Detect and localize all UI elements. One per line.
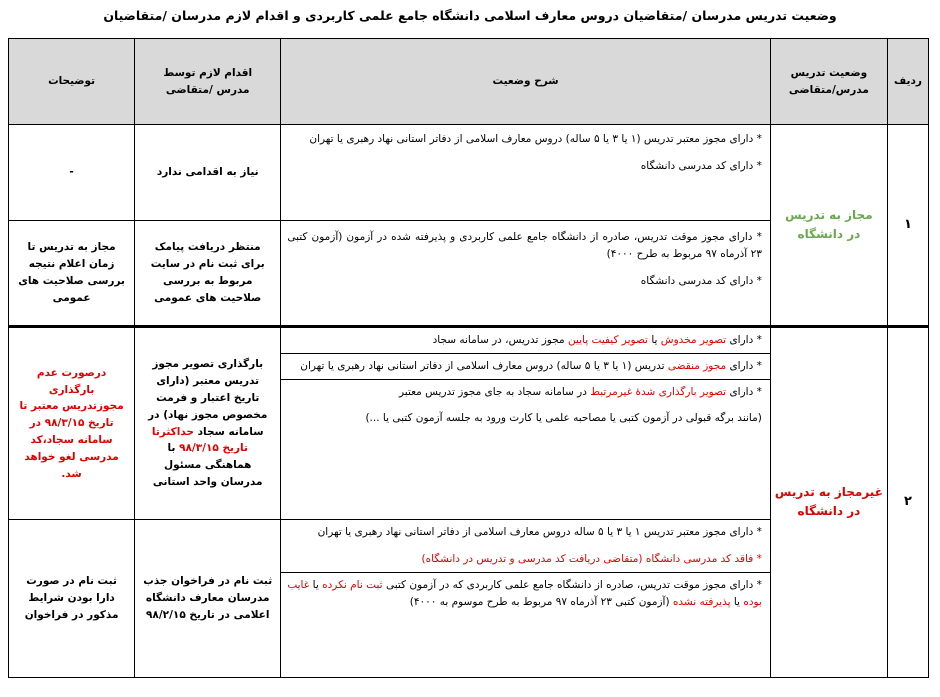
row-number: ۱ [887,125,928,326]
note-cell: ثبت نام در صورت دارا بودن شرایط مذکور در فراخوان [9,520,135,678]
action-cell: بارگذاری تصویر مجوز تدریس معتبر (دارای تاریخ اعتبار و فرمت مخصوص مجوز نهاد) در سامانه سجاد حداکثرتا تاریخ ۹۸/۳/۱۵ با هماهنگی مسئول مدرسان واحد استانی [135,326,281,519]
description-cell [281,221,771,327]
description-item: * دارای مجوز معتبر تدریس ۱ یا ۳ یا ۵ ساله دروس معارف اسلامی از دفاتر استانی نهاد رهبری یا تهران * فاقد کد مدرسی دانشگاه (متقاضی دریافت کد مدرسی و تدریس در دانشگاه) [281,520,770,573]
description-item: * دارای مجوز معتبر تدریس (۱ یا ۳ یا ۵ ساله) دروس معارف اسلامی از دفاتر استانی نهاد رهبری یا تهران [309,133,762,146]
header-row [9,39,929,125]
table-row [9,326,929,519]
status-table [8,38,929,678]
description-item: * دارای مجوز منقضی تدریس (۱ یا ۳ یا ۵ ساله) دروس معارف اسلامی از دفاتر استانی نهاد رهبری یا تهران [281,354,770,380]
header-action: اقدام لازم توسط مدرس /متقاضی [135,39,281,125]
header-row-number: ردیف [887,39,928,125]
note-cell: - [9,125,135,221]
header-notes: توضیحات [9,39,135,125]
status-not-allowed: غیرمجاز به تدریس در دانشگاه [770,326,887,677]
action-cell: نیاز به اقدامی ندارد [135,125,281,221]
note-cell: مجاز به تدریس تا زمان اعلام نتیجه بررسی صلاحیت های عمومی [9,221,135,327]
status-allowed: مجاز به تدریس در دانشگاه [770,125,887,326]
row-number: ۲ [887,326,928,677]
description-cell [281,125,771,221]
description-item: * دارای مجوز موقت تدریس، صادره از دانشگاه جامع علمی کاربردی و پذیرفته شده در آزمون (آزمون کتبی ۲۳ آذرماه ۹۷ مربوط به طرح ۴۰۰۰) [287,231,762,260]
page-title: وضعیت تدریس مدرسان /متقاضیان دروس معارف اسلامی دانشگاه جامع علمی کاربردی و اقدام لازم مدرسان /متقاضیان [103,8,837,23]
description-item: * دارای مجوز موقت تدریس، صادره از دانشگاه جامع علمی کاربردی که در آزمون کتبی ثبت نام نکرده یا غایب بوده یا پذیرفته نشده (آزمون کتبی ۲۳ آذرماه ۹۷ مربوط به طرح موسوم به ۴۰۰۰) [287,578,762,608]
table-row [9,125,929,221]
description-cell [281,326,771,519]
action-cell: منتظر دریافت پیامک برای ثبت نام در سایت مربوط به بررسی صلاحیت های عمومی [135,221,281,327]
action-cell: ثبت نام در فراخوان جذب مدرسان معارف دانشگاه اعلامی در تاریخ ۹۸/۲/۱۵ [135,520,281,678]
description-cell [281,520,771,678]
note-cell: درصورت عدم بارگذاری مجوزتدریس معتبر تا تاریخ ۹۸/۳/۱۵ در سامانه سجاد،کد مدرسی لغو خواهد شد. [9,326,135,519]
description-item: * دارای کد مدرسی دانشگاه [640,160,762,173]
description-item: * دارای تصویر مخدوش یا تصویر کیفیت پایین مجوز تدریس، در سامانه سجاد [281,328,770,354]
header-status: وضعیت تدریس مدرس/متقاضی [770,39,887,125]
header-description: شرح وضعیت [281,39,771,125]
description-item: * دارای تصویر بارگذاری شدهٔ غیرمرتبط در سامانه سجاد به جای مجوز تدریس معتبر (مانند برگه قبولی در آزمون کتبی یا مصاحبه علمی یا کارت ورود به جلسه آزمون کتبی یا ...) [365,385,762,425]
description-item: * دارای کد مدرسی دانشگاه [640,274,762,287]
